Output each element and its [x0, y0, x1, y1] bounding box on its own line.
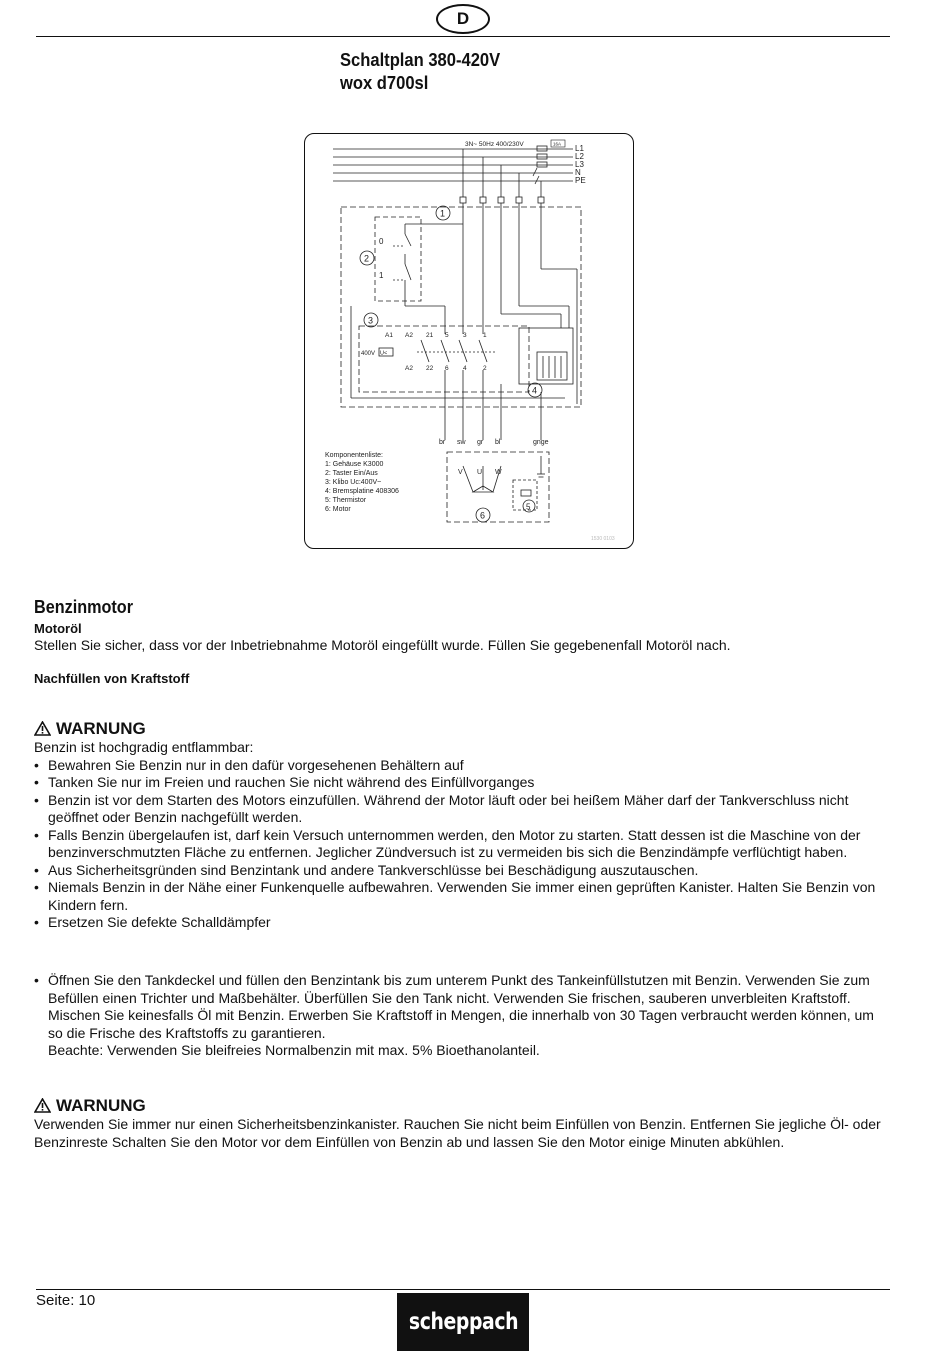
contactor-4: 4: [463, 365, 467, 372]
callout-1: 1: [440, 208, 446, 219]
contactor-3: 3: [463, 332, 467, 339]
component-item: 6: Motor: [325, 506, 351, 513]
warning-block-2: [34, 1096, 890, 1151]
component-item: 3: Klibo Uc:400V~: [325, 479, 382, 486]
callout-4: 4: [532, 385, 538, 396]
contactor-a2-bottom: A2: [405, 365, 413, 372]
list-item: • Tanken Sie nur im Freien und rauchen Sie nicht während des Einfüllvorganges: [34, 774, 890, 792]
callout-5: 5: [526, 502, 531, 512]
contactor-1: 1: [483, 332, 487, 339]
components-title: Komponentenliste:: [325, 452, 383, 459]
diagram-title-line1: Schaltplan 380-420V: [340, 50, 501, 70]
wiring-diagram-svg: [305, 134, 635, 550]
component-item: 1: Gehäuse K3000: [325, 461, 384, 468]
contactor-5: 5: [445, 332, 449, 339]
contactor-22: 22: [426, 365, 434, 372]
list-item: • Niemals Benzin in der Nähe einer Funkenquelle aufbewahren. Verwenden Sie immer einen geprüften Kanister. Halten Sie Benzin von Kindern fern.: [34, 879, 890, 914]
list-item: • Aus Sicherheitsgründen sind Benzintank und andere Tankverschlüsse bei Beschädigung auszutauschen.: [34, 862, 890, 880]
warning-title-1: WARNUNG: [56, 719, 146, 738]
wiring-diagram: [304, 133, 634, 549]
wire-label-bl: bl: [495, 439, 501, 446]
motor-terminal-v: V: [458, 469, 463, 476]
drawing-code: 1530 0103: [591, 536, 615, 542]
list-item: • Ersetzen Sie defekte Schalldämpfer: [34, 914, 890, 932]
line-label-pe: PE: [575, 176, 586, 185]
component-item: 5: Thermistor: [325, 497, 367, 504]
fuse-label: 16A: [553, 141, 562, 147]
language-badge: D: [436, 4, 490, 34]
list-item: • Öffnen Sie den Tankdeckel und füllen den Benzintank bis zum unterem Punkt des Tankeinfüllstutzen mit Benzin. Verwenden Sie zum Befüllen einen Trichter und Maßbehälter. Überfüllen Sie den Tank nicht. Verwenden Sie frischen, sauberen unverbleiten Kraftstoff.: [34, 972, 890, 1007]
motoroel-text: Stellen Sie sicher, dass vor der Inbetriebnahme Motoröl eingefüllt wurde. Füllen Sie gegebenenfall Motoröl nach.: [34, 637, 731, 653]
line-label-l1: L1: [575, 144, 584, 153]
warning-heading-1: [34, 719, 890, 739]
list-item: • Falls Benzin übergelaufen ist, darf kein Versuch unternommen werden, den Motor zu starten. Statt dessen ist die Maschine von der benzinverschmutzten Fläche zu entfernen. Jeglicher Zündversuch ist zu vermeiden bis sich die Benzindämpfe verflüchtigt haben.: [34, 827, 890, 862]
warning-title-2: WARNUNG: [56, 1096, 146, 1115]
warning-intro-1: Benzin ist hochgradig entflammbar:: [34, 739, 254, 755]
header-rule: [36, 36, 890, 37]
wire-label-gnge: gnge: [533, 439, 549, 446]
coil-voltage-label: 400V: [361, 351, 376, 357]
scheppach-logo: [397, 1293, 529, 1351]
footer-rule: [36, 1289, 890, 1290]
logo-text: scheppach: [408, 1309, 519, 1335]
warning-heading-2: [34, 1096, 890, 1116]
supply-label: 3N~ 50Hz 400/230V: [465, 141, 524, 148]
callout-6: 6: [480, 510, 486, 521]
benzinmotor-section: [34, 599, 890, 687]
diagram-title-line2: wox d700sl: [340, 73, 429, 93]
contactor-2: 2: [483, 365, 487, 372]
wire-label-gr: gr: [477, 439, 484, 446]
contactor-a1: A1: [385, 332, 393, 339]
page-number: Seite: 10: [36, 1292, 96, 1309]
subheading-motoroel: Motoröl: [34, 620, 82, 636]
wire-label-sw: sw: [457, 439, 466, 446]
line-label-n: N: [575, 168, 581, 177]
warning-list-1: [34, 757, 890, 932]
refuel-paragraph-2: Mischen Sie keinesfalls Öl mit Benzin. Erwerben Sie Kraftstoff in Mengen, die innerhalb von 30 Tagen verbraucht werden können, um so die Frische des Kraftstoffs zu garantieren.: [48, 1007, 874, 1041]
callout-3: 3: [368, 315, 374, 326]
line-label-l2: L2: [575, 152, 584, 161]
section-heading-benzinmotor: Benzinmotor: [34, 597, 133, 617]
refuel-paragraph-3: Beachte: Verwenden Sie bleifreies Normalbenzin mit max. 5% Bioethanolanteil.: [48, 1042, 540, 1058]
motor-terminal-w: W: [495, 469, 502, 476]
refuel-block: [34, 972, 890, 1060]
switch-label-1: 1: [379, 271, 384, 280]
motor-terminal-u: U: [477, 469, 483, 476]
warning-icon: [34, 1098, 51, 1113]
contactor-a2-top: A2: [405, 332, 413, 339]
coil-box-label: U<: [380, 350, 388, 357]
component-item: 4: Bremsplatine 408306: [325, 488, 399, 495]
refuel-list: [34, 972, 890, 1007]
callout-2: 2: [364, 253, 370, 264]
warning-icon: [34, 721, 51, 736]
diagram-title: [340, 49, 500, 95]
wire-label-br: br: [439, 439, 446, 446]
component-item: 2: Taster Ein/Aus: [325, 470, 378, 477]
switch-label-0: 0: [379, 237, 384, 246]
list-item: • Bewahren Sie Benzin nur in den dafür vorgesehenen Behältern auf: [34, 757, 890, 775]
subheading-kraftstoff: Nachfüllen von Kraftstoff: [34, 670, 190, 686]
contactor-21: 21: [426, 332, 434, 339]
warning-text-2: Verwenden Sie immer nur einen Sicherheitsbenzinkanister. Rauchen Sie nicht beim Einfüllen von Benzin. Entfernen Sie jegliche Öl- oder Benzinreste Schalten Sie den Motor vor dem Einfüllen von Benzin ab und lassen Sie den Motor einige Minuten abkühlen.: [34, 1116, 881, 1150]
contactor-6: 6: [445, 365, 449, 372]
warning-block-1: [34, 719, 890, 932]
line-label-l3: L3: [575, 160, 584, 169]
list-item: • Benzin ist vor dem Starten des Motors einzufüllen. Während der Motor läuft oder bei heißem Mäher darf der Tankverschluss nicht geöffnet oder Benzin nachgefüllt werden.: [34, 792, 890, 827]
